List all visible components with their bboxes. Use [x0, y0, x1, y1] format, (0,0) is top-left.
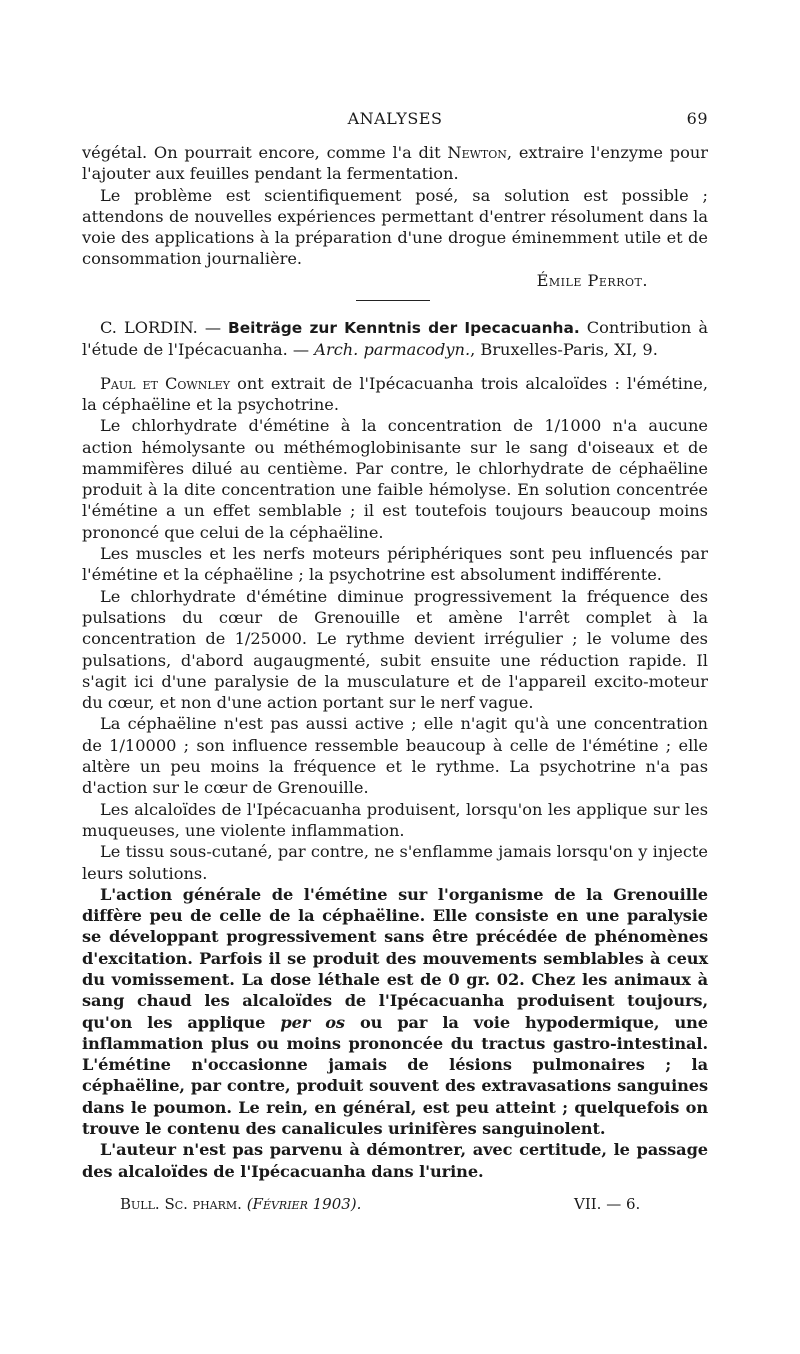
section-divider: [356, 300, 430, 301]
footer-journal: Bull. Sc. pharm. (Février 1903).: [120, 1195, 362, 1213]
paragraph: La céphaëline n'est pas aussi active ; elle n'agit qu'à une concentration de 1/10000 ; son influence ressemble beaucoup à celle de l'émétine ; elle altère un peu moins la fréquence et le rythme. La psychotrine n'a pas d'action sur le cœur de Grenouille.: [82, 714, 708, 798]
page-body: [82, 142, 708, 1182]
paragraph: Le tissu sous-cutané, par contre, ne s'enflamme jamais lorsqu'on y injecte leurs solutions.: [82, 842, 708, 883]
footer-volume: VII. — 6.: [574, 1195, 641, 1213]
signature: Émile Perrot.: [536, 270, 648, 290]
spacer: [82, 361, 708, 373]
page-number: 69: [686, 109, 708, 128]
paragraph: Le chlorhydrate d'émétine à la concentration de 1/1000 n'a aucune action hémolysante ou méthémoglobinisante sur le sang d'oiseaux et de mammifères dilué au centième. Par contre, le chlorhydrate de céphaëline produit à la dite concentration une faible hémolyse. En solution concentrée l'émétine a un effet semblable ; il est toutefois toujours beaucoup moins prononcé que celui de la céphaëline.: [82, 416, 708, 542]
cited-names: Paul et Cownley: [100, 373, 230, 393]
running-header: [82, 109, 708, 131]
paragraph: Paul et Cownley ont extrait de l'Ipécacuanha trois alcaloïdes : l'émétine, la céphaëline et la psychotrine.: [82, 373, 709, 414]
paragraph: Les alcaloïdes de l'Ipécacuanha produisent, lorsqu'on les applique sur les muqueuses, une violente inflammation.: [82, 799, 708, 840]
running-title: ANALYSES: [347, 109, 443, 128]
article-author: C. LORDIN.: [100, 318, 198, 338]
page-footer: [82, 1195, 708, 1217]
cited-name: Newton: [447, 143, 507, 162]
paragraph: Les muscles et les nerfs moteurs périphériques sont peu influencés par l'émétine et la céphaëline ; la psychotrine est absolument indifférente.: [82, 544, 708, 585]
footer-date: (Février 1903).: [246, 1195, 362, 1213]
prev-article-paragraph-1: végétal. On pourrait encore, comme l'a dit Newton, extraire l'enzyme pour l'ajouter aux feuilles pendant la fermentation.: [82, 143, 709, 184]
paragraph: L'action générale de l'émétine sur l'organisme de la Grenouille diffère peu de celle de la céphaëline. Elle consiste en une paralysie se développant progressivement sans être précédée de phénomènes d'excitation. Parfois il se produit des mouvements semblables à ceux du vomissement. La dose léthale est de 0 gr. 02. Chez les animaux à sang chaud les alcaloïdes de l'Ipécacuanha produisent toujours, qu'on les applique per os ou par la voie hypodermique, une inflammation plus ou moins prononcée du tractus gastro-intestinal. L'émétine n'occasionne jamais de lésions pulmonaires ; la céphaëline, par contre, produit souvent des extravasations sanguines dans le poumon. Le rein, en général, est peu atteint ; quelquefois on trouve le contenu des canalicules urinifères sanguinolent.: [82, 884, 709, 1139]
page: [82, 0, 708, 1354]
journal-name: Arch. parmacodyn.: [314, 340, 471, 360]
prev-article-paragraph-2: Le problème est scientifiquement posé, sa solution est possible ; attendons de nouvelles expériences permettant d'entrer résolument dans la voie des applications à la préparation d'une drogue éminemment utile et de consommation journalière.: [82, 185, 708, 269]
paragraph: Le chlorhydrate d'émétine diminue progressivement la fréquence des pulsations du cœur de Grenouille et amène l'arrêt complet à la concentration de 1/25000. Le rythme devient irrégulier ; le volume des pulsations, d'abord augaugmenté, subit ensuite une réduction rapide. Il s'agit ici d'une paralysie de la musculature et de l'appareil excito-moteur du cœur, et non d'une action portant sur le nerf vague.: [82, 586, 708, 713]
article-title: Beiträge zur Kenntnis der Ipecacuanha.: [228, 319, 580, 338]
paragraph: L'auteur n'est pas parvenu à démontrer, avec certitude, le passage des alcaloïdes de l'Ipécacuanha dans l'urine.: [82, 1140, 708, 1181]
article-heading: C. LORDIN. — Beiträge zur Kenntnis der Ipecacuanha. Contribution à l'étude de l'Ipécacuanha. — Arch. parmacodyn., Bruxelles-Paris, XI, 9.: [82, 318, 708, 360]
